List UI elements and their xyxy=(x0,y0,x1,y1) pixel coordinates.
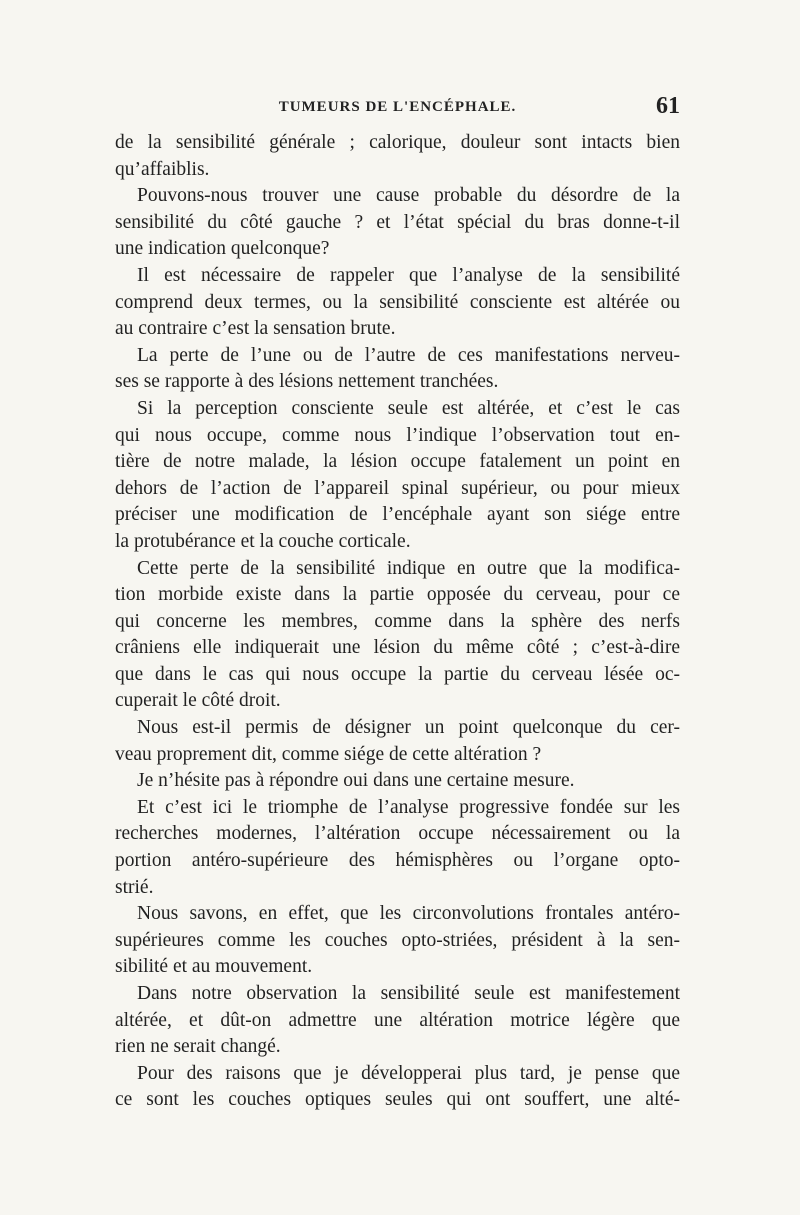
text-line: Et c’est ici le triomphe de l’analyse progressive fondée sur les xyxy=(137,796,680,818)
text-line: préciser une modification de l’encéphale ayant son siége entre xyxy=(115,504,680,526)
text-line: une indication quelconque? xyxy=(115,238,330,260)
text-line: Cette perte de la sensibilité indique en outre que la modifica- xyxy=(137,557,680,579)
paragraph xyxy=(115,981,680,1061)
paragraph xyxy=(115,715,680,768)
paragraph xyxy=(115,795,680,901)
text-line: au contraire c’est la sensation brute. xyxy=(115,318,396,340)
text-line: cuperait le côté droit. xyxy=(115,690,281,712)
page-number: 61 xyxy=(656,93,680,119)
text-line: portion antéro-supérieure des hémisphères ou l’organe opto- xyxy=(115,850,680,872)
text-line: recherches modernes, l’altération occupe nécessairement ou la xyxy=(115,823,680,845)
page-header xyxy=(115,93,680,123)
text-line: tière de notre malade, la lésion occupe fatalement un point en xyxy=(115,451,680,473)
text-line: Dans notre observation la sensibilité seule est manifestement xyxy=(137,983,680,1004)
text-line: Il est nécessaire de rappeler que l’analyse de la sensibilité xyxy=(137,264,680,286)
text-line: ses se rapporte à des lésions nettement tranchées. xyxy=(115,371,499,393)
text-line: supérieures comme les couches opto-striées, président à la sen- xyxy=(115,929,680,951)
text-line: La perte de l’une ou de l’autre de ces manifestations nerveu- xyxy=(137,344,680,366)
text-line: Nous est-il permis de désigner un point quelconque du cer- xyxy=(137,717,680,739)
text-line: qui nous occupe, comme nous l’indique l’observation tout en- xyxy=(115,424,680,446)
text-line: rien ne serait changé. xyxy=(115,1036,281,1058)
text-line: tion morbide existe dans la partie opposée du cerveau, pour ce xyxy=(115,584,680,606)
text-line: la protubérance et la couche corticale. xyxy=(115,530,411,552)
body-text xyxy=(115,130,680,1114)
paragraph xyxy=(115,263,680,343)
text-line: Nous savons, en effet, que les circonvolutions frontales antéro- xyxy=(137,903,680,925)
text-line: ce sont les couches optiques seules qui ont souffert, une alté- xyxy=(115,1089,680,1111)
text-line: strié. xyxy=(115,876,154,898)
paragraph xyxy=(115,1061,680,1114)
text-line: sibilité et au mouvement. xyxy=(115,956,313,978)
paragraph xyxy=(115,343,680,396)
text-line: sensibilité du côté gauche ? et l’état spécial du bras donne-t-il xyxy=(115,211,680,233)
text-line: crâniens elle indiquerait une lésion du même côté ; c’est-à-dire xyxy=(115,637,680,659)
text-line: de la sensibilité générale ; calorique, douleur sont intacts bien xyxy=(115,132,680,153)
running-title: TUMEURS DE L'ENCÉPHALE. xyxy=(278,99,517,115)
paragraph xyxy=(115,130,680,183)
text-line: comprend deux termes, ou la sensibilité consciente est altérée ou xyxy=(115,291,680,313)
paragraph xyxy=(115,556,680,716)
paragraph xyxy=(115,901,680,981)
paragraph xyxy=(115,183,680,263)
text-line: qu’affaiblis. xyxy=(115,158,210,180)
paragraph xyxy=(115,768,680,795)
text-line: veau proprement dit, comme siége de cette altération ? xyxy=(115,743,542,765)
text-line: que dans le cas qui nous occupe la partie du cerveau lésée oc- xyxy=(115,663,680,685)
text-line: dehors de l’action de l’appareil spinal supérieur, ou pour mieux xyxy=(115,477,680,499)
text-line: Si la perception consciente seule est altérée, et c’est le cas xyxy=(137,397,680,419)
paragraph xyxy=(115,396,680,556)
text-line: altérée, et dût-on admettre une altération motrice légère que xyxy=(115,1009,680,1031)
text-line: Pouvons-nous trouver une cause probable du désordre de la xyxy=(137,185,680,207)
text-line: Pour des raisons que je développerai plus tard, je pense que xyxy=(137,1062,680,1084)
text-line: qui concerne les membres, comme dans la sphère des nerfs xyxy=(115,610,680,632)
text-line: Je n’hésite pas à répondre oui dans une certaine mesure. xyxy=(137,770,575,792)
